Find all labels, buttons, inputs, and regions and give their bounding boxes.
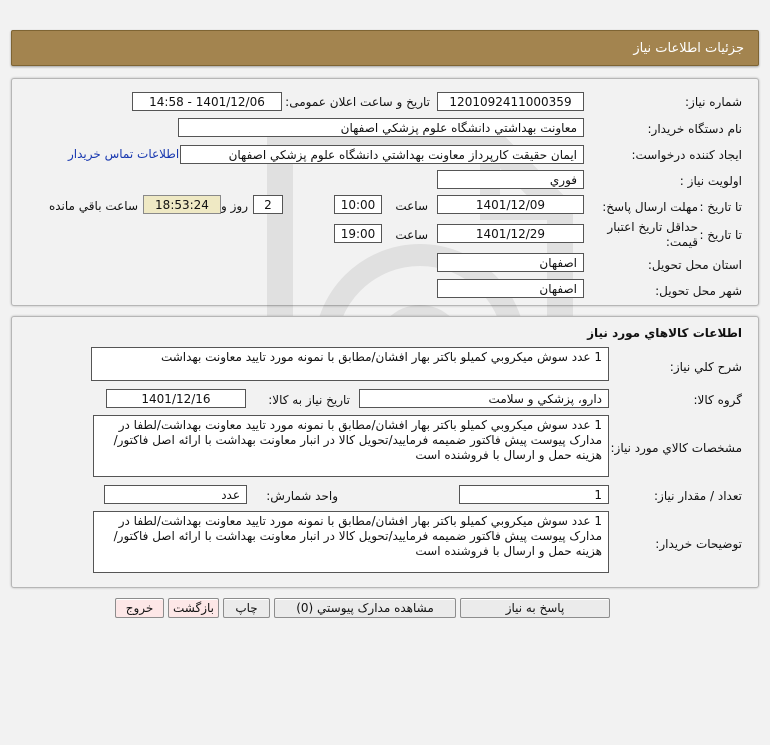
exit-button[interactable]: خروج: [115, 598, 164, 618]
validity-date-field: 1401/12/29: [437, 224, 584, 243]
buyer-org-field: معاونت بهداشتي دانشگاه علوم پزشكي اصفهان: [178, 118, 584, 137]
price-validity-label-line1: حداقل تاريخ اعتبار: [607, 220, 698, 234]
city-field: اصفهان: [437, 279, 584, 298]
remaining-label: ساعت باقي مانده: [48, 199, 138, 213]
priority-field: فوري: [437, 170, 584, 189]
remaining-timer: 18:53:24: [143, 195, 221, 214]
reply-time-label: ساعت: [395, 199, 428, 213]
creator-label: ايجاد کننده درخواست:: [631, 148, 742, 162]
need-date-field: 1401/12/16: [106, 389, 246, 408]
announce-label: تاريخ و ساعت اعلان عمومی:: [285, 95, 430, 109]
validity-time-label: ساعت: [395, 228, 428, 242]
province-field: اصفهان: [437, 253, 584, 272]
unit-field: عدد: [104, 485, 247, 504]
reply-until-date-label: تا تاريخ :: [699, 200, 742, 214]
city-label: شهر محل تحويل:: [655, 284, 742, 298]
buyer-org-label: نام دستگاه خريدار:: [647, 122, 742, 136]
announce-field: 1401/12/06 - 14:58: [132, 92, 282, 111]
back-button[interactable]: بازگشت: [168, 598, 219, 618]
province-label: استان محل تحويل:: [647, 258, 742, 272]
specs-label: مشخصات کالاي مورد نياز:: [610, 441, 742, 455]
reply-button[interactable]: پاسخ به نياز: [460, 598, 610, 618]
priority-label: اولويت نياز :: [679, 174, 742, 188]
view-attachments-button[interactable]: مشاهده مدارک پيوستي (0): [274, 598, 456, 618]
price-validity-label-line2: قيمت:: [665, 235, 698, 249]
buyer-contact-link[interactable]: اطلاعات تماس خريدار: [68, 147, 180, 161]
qty-label: تعداد / مقدار نياز:: [654, 489, 742, 503]
buyer-notes-field: 1 عدد سوش ميكروبي كميلو باكتر بهار افشان/مطابق با نمونه مورد تاييد معاونت بهداشت/لطفا در مدارک پيوست پيش فاكتور ضميمه فرماييد/تحويل كالا در انبار معاونت بهداشت با ارائه اصل فاكتور/هزينه حمل و ارسال با فروشنده است: [93, 511, 609, 573]
print-button[interactable]: چاپ: [223, 598, 270, 618]
specs-field: 1 عدد سوش ميكروبي كميلو باكتر بهار افشان/مطابق با نمونه مورد تاييد معاونت بهداشت/لطفا در مدارک پيوست پيش فاكتور ضميمه فرماييد/تحويل كالا در انبار معاونت بهداشت با ارائه اصل فاكتور/هزينه حمل و ارسال با فروشنده است: [93, 415, 609, 477]
summary-field: 1 عدد سوش ميكروبي كميلو باكتر بهار افشان/مطابق با نمونه مورد تاييد معاونت بهداشت: [91, 347, 609, 381]
group-label: گروه کالا:: [693, 393, 742, 407]
unit-label: واحد شمارش:: [266, 489, 338, 503]
need-number-field: 1201092411000359: [437, 92, 584, 111]
validity-time-field: 19:00: [334, 224, 382, 243]
validity-until-date-label: تا تاريخ :: [699, 228, 742, 242]
days-label: روز و: [221, 199, 248, 213]
group-field: دارو، پزشكي و سلامت: [359, 389, 609, 408]
page-title: جزئيات اطلاعات نياز: [633, 41, 744, 56]
reply-time-field: 10:00: [334, 195, 382, 214]
page-header: [11, 30, 759, 66]
buyer-notes-label: توضيحات خريدار:: [655, 537, 742, 551]
days-field: 2: [253, 195, 283, 214]
creator-field: ايمان حقيقت كارپرداز معاونت بهداشتي دانشگاه علوم پزشكي اصفهان: [180, 145, 584, 164]
qty-field: 1: [459, 485, 609, 504]
need-date-label: تاريخ نياز به کالا:: [268, 393, 350, 407]
goods-section-title: اطلاعات کالاهاي مورد نياز: [587, 326, 742, 340]
reply-deadline-label: مهلت ارسال پاسخ:: [602, 200, 698, 214]
need-number-label: شماره نياز:: [685, 95, 742, 109]
summary-label: شرح کلي نياز:: [669, 360, 742, 374]
reply-date-field: 1401/12/09: [437, 195, 584, 214]
